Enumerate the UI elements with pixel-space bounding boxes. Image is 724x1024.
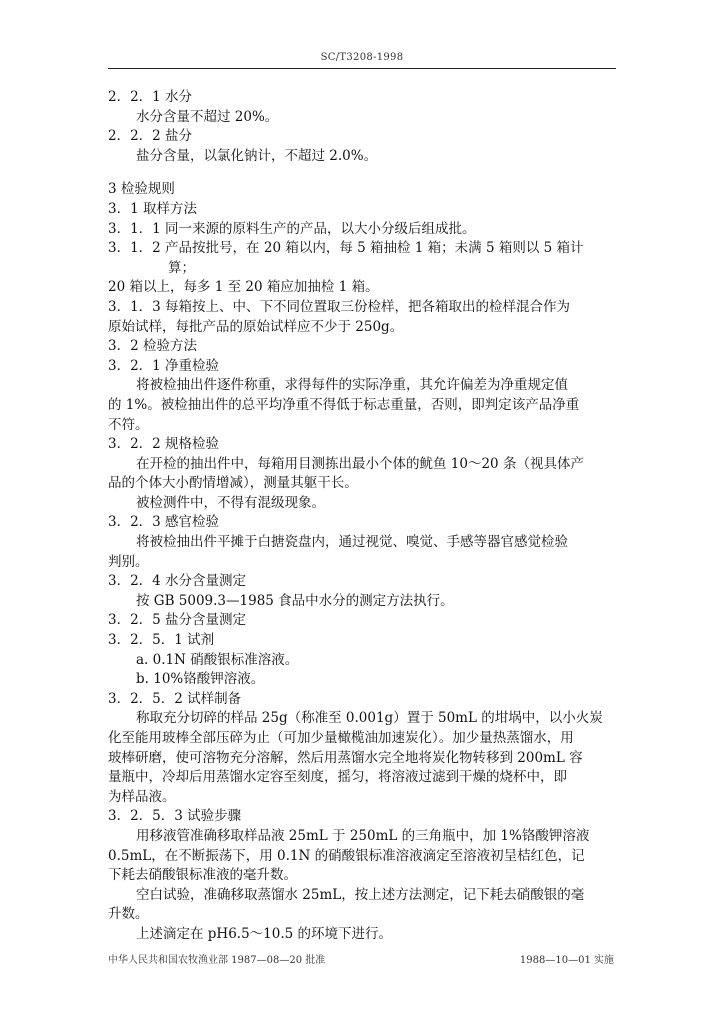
- section-heading: 2．2．1 水分: [108, 89, 193, 105]
- paragraph-line: 原始试样，每批产品的原始试样应不少于 250g。: [108, 318, 404, 335]
- section-heading: 2．2．2 盐分: [108, 128, 193, 145]
- paragraph-line: 用移液管准确移取样品液 25mL 于 250mL 的三角瓶中，加 1%铬酸钾溶液: [136, 827, 590, 844]
- paragraph-line: 将被检抽出件逐件称重，求得每件的实际净重，其允许偏差为净重规定值: [136, 377, 568, 394]
- paragraph-line: 盐分含量，以氯化钠计，不超过 2.0%。: [136, 147, 378, 164]
- paragraph-line: 20 箱以上，每多 1 至 20 箱应加抽检 1 箱。: [108, 279, 379, 296]
- paragraph-line: 上述滴定在 pH6.5～10.5 的环境下进行。: [136, 925, 393, 942]
- spacer: [108, 166, 616, 180]
- paragraph-line: 空白试验，准确移取蒸馏水 25mL，按上述方法测定，记下耗去硝酸银的毫: [136, 886, 585, 903]
- document-body: [108, 88, 616, 945]
- paragraph-line: 水分含量不超过 20%。: [136, 108, 279, 125]
- paragraph-line: 在开检的抽出件中，每箱用目测拣出最小个体的鱿鱼 10～20 条（视具体产: [136, 455, 584, 472]
- paragraph-line: 不符。: [108, 416, 149, 433]
- section-heading: 3．2．4 水分含量测定: [108, 573, 247, 590]
- section-heading: 3 检验规则: [108, 181, 175, 198]
- paragraph-line: 判别。: [108, 553, 149, 570]
- paragraph-line: 称取充分切碎的样品 25g（称准至 0.001g）置于 50mL 的坩埚中，以小火炭: [136, 710, 603, 727]
- section-heading: 3．2．5．1 试剂: [108, 632, 215, 649]
- paragraph-line: 将被检抽出件平摊于白搪瓷盘内，通过视觉、嗅觉、手感等器官感觉检验: [136, 534, 568, 551]
- approval-footer: 中华人民共和国农牧渔业部 1987—08—20 批准: [108, 955, 326, 966]
- paragraph-line: 3．1．2 产品按批号，在 20 箱以内，每 5 箱抽检 1 箱；未满 5 箱则以 5 箱计: [108, 240, 584, 257]
- paragraph-line: 化至能用玻棒全部压碎为止（可加少量橄榄油加速炭化）。加少量热蒸馏水，用: [108, 730, 574, 746]
- section-heading: 3．1 取样方法: [108, 200, 197, 217]
- paragraph-line: 算；: [168, 259, 195, 276]
- paragraph-line: 下耗去硝酸银标准液的毫升数。: [108, 867, 297, 884]
- paragraph-line: 按 GB 5009.3—1985 食品中水分的测定方法执行。: [136, 592, 454, 609]
- section-heading: 3．2．5 盐分含量测定: [108, 612, 247, 629]
- implementation-date-footer: 1988—10—01 实施: [519, 955, 614, 966]
- reagent-item: a. 0.1N 硝酸银标准溶液。: [136, 651, 299, 668]
- section-heading: 3．2 检验方法: [108, 338, 197, 355]
- paragraph-line: 为样品液。: [108, 788, 176, 805]
- paragraph-line: 3．1．1 同一来源的原料生产的产品，以大小分级后组成批。: [108, 220, 476, 237]
- paragraph-line: 的 1%。被检抽出件的总平均净重不得低于标志重量，否则，即判定该产品净重: [108, 396, 580, 413]
- paragraph-line: 量瓶中，冷却后用蒸馏水定容至刻度，摇匀，将溶液过滤到干燥的烧杯中，即: [108, 769, 567, 786]
- reagent-item: b. 10%铬酸钾溶液。: [136, 671, 265, 688]
- paragraph-line: 被检测件中，不得有混级现象。: [136, 494, 325, 511]
- paragraph-line: 品的个体大小酌情增减），测量其躯干长。: [108, 475, 358, 492]
- paragraph-line: 升数。: [108, 906, 149, 923]
- section-heading: 3．2．3 感官检验: [108, 514, 220, 531]
- paragraph-line: 玻棒研磨，使可溶物充分溶解，然后用蒸馏水完全地将炭化物转移到 200mL 容: [108, 749, 583, 766]
- section-heading: 3．2．5．3 试验步骤: [108, 808, 242, 825]
- section-heading: 3．2．5．2 试样制备: [108, 690, 242, 707]
- section-heading: 3．2．2 规格检验: [108, 436, 220, 453]
- paragraph-line: 0.5mL，在不断振荡下，用 0.1N 的硝酸银标准溶液滴定至溶液初呈桔红色，记: [108, 847, 585, 864]
- header-rule: [108, 68, 616, 69]
- paragraph-line: 3．1．3 每箱按上、中、下不同位置取三份检样，把各箱取出的检样混合作为: [108, 298, 571, 315]
- standard-code-header: SC/T3208-1998: [320, 52, 404, 63]
- section-heading: 3．2．1 净重检验: [108, 357, 220, 374]
